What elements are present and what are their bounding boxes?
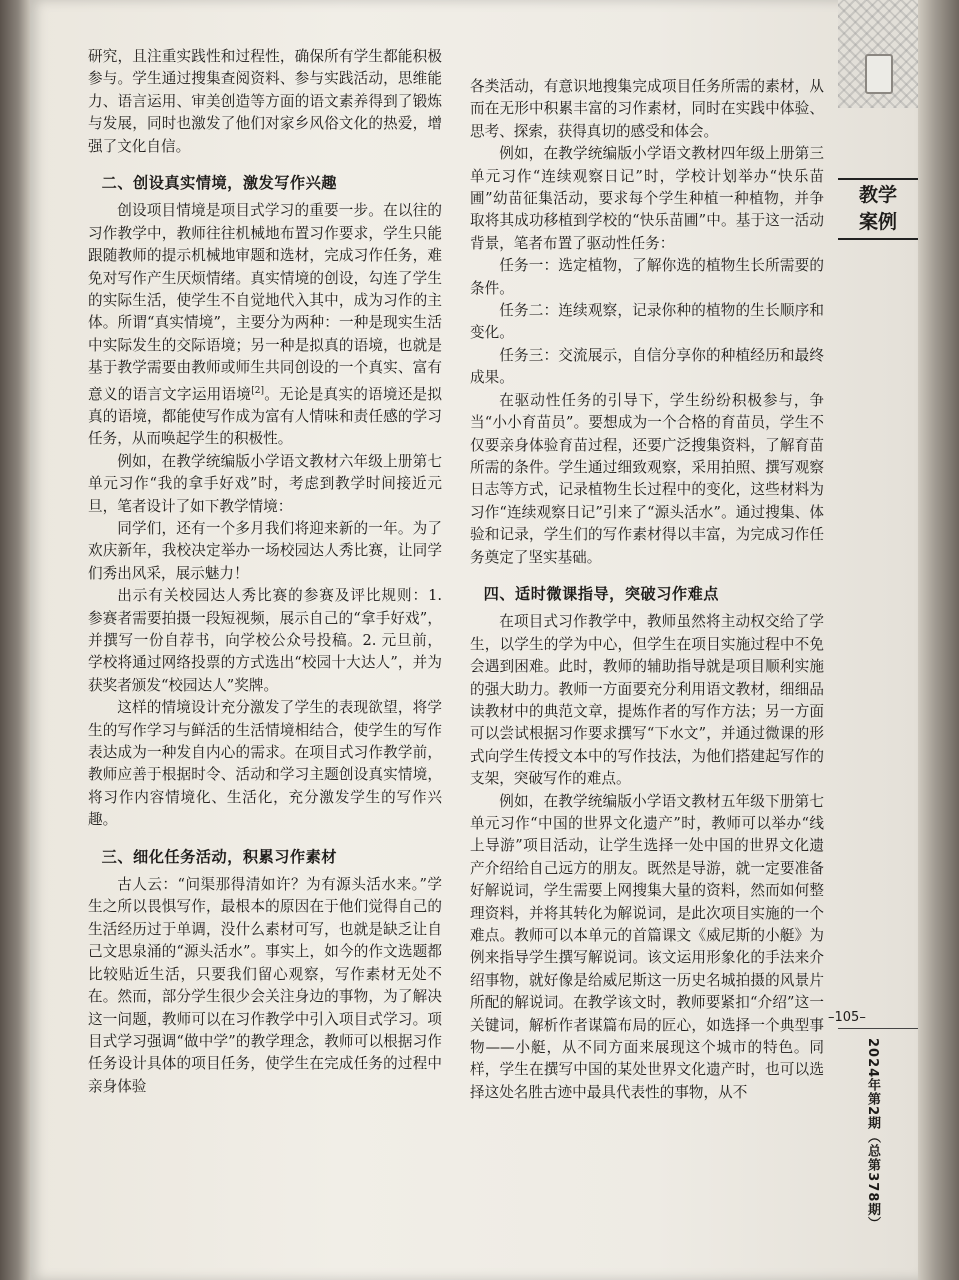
section-label [838,178,918,240]
paragraph-text: 。无论是真实的语境还是拟真的语境，都能使写作成为富有人情味和责任感的学习任务，从而唤起学生的积极性。 [88,385,442,448]
section-heading: 三、细化任务活动，积累习作素材 [101,847,337,866]
paragraph: 在项目式习作教学中，教师虽然将主动权交给了学生，以学生的学为中心，但学生在项目实施过程中不免会遇到困难。此时，教师的辅助指导就是项目顺利实施的强大助力。教师一方面要充分利用语文教材，细细品读教材中的典范文章，提炼作者的写作方法；另一方面可以尝试根据习作要求撰写“下水文”，并通过微课的形式向学生传授文本中的写作技法，为他们搭建起写作的支架，突破写作的难点。 [470,613,824,788]
paragraph [88,200,442,450]
page-stack-edge [918,0,959,1280]
section-label-line2: 案例 [858,211,897,233]
paragraph: 古人云：“问渠那得清如许？为有源头活水来。”学生之所以畏惧写作，最根本的原因在于他们觉得自己的生活经历过于单调，没什么素材可写，也就是缺乏让自己文思泉涌的“源头活水”。事实上，如今的作文选题都比较贴近生活，只要我们留心观察，写作素材无处不在。然而，部分学生很少会关注身边的事物，为了解决这一问题，教师可以在习作教学中引入项目式学习。项目式学习强调“做中学”的教学理念，教师可以根据习作任务设计具体的项目任务，使学生在完成任务的过程中亲身体验 [88,876,442,1095]
decorative-pattern [838,0,918,108]
section-heading: 二、创设真实情境，激发写作兴趣 [101,174,337,193]
paragraph: 这样的情境设计充分激发了学生的表现欲望，将学生的写作学习与鲜活的生活情境相结合，使学生的写作表达成为一种发自内心的需求。在项目式习作教学前，教师应善于根据时令、活动和学习主题创设真实情境，将习作内容情境化、生活化，充分激发学生的写作兴趣。 [88,699,442,829]
task-item: 任务三：交流展示，自信分享你的种植经历和最终成果。 [470,346,824,387]
page-number: –105– [828,1010,866,1025]
emblem-icon [865,54,893,94]
section-label-line1: 教学 [858,184,897,206]
adjacent-page-edge [0,0,30,1280]
paragraph: 在驱动性任务的引导下，学生纷纷积极参与，争当“小小育苗员”。要想成为一个合格的育苗员，学生不仅要亲身体验育苗过程，还要广泛搜集资料，了解育苗所需的条件。学生通过细致观察，采用拍照、撰写观察日志等方式，记录植物生长过程中的变化，这些材料为习作“连续观察日记”引来了“源头活水”。通过搜集、体验和记录，学生们的写作素材得以丰富，为完成习作任务奠定了坚实基础。 [470,391,824,566]
paragraph: 研究，且注重实践性和过程性，确保所有学生都能积极参与。学生通过搜集查阅资料、参与实践活动，思维能力、语言运用、审美创造等方面的语文素养得到了锻炼与发展，同时也激发了他们对家乡风俗文化的热爱，增强了文化自信。 [88,48,442,155]
task-item: 任务二：连续观察，记录你种的植物的生长顺序和变化。 [470,302,824,342]
paragraph-text: 创设项目情境是项目式学习的重要一步。在以往的习作教学中，教师往往机械地布置习作要求，学生只能跟随教师的提示机械地审题和选材，完成习作任务，难免对写作产生厌烦情绪。真实情境的创设，勾连了学生的实际生活，使学生不自觉地代入其中，成为习作的主体。所谓“真实情境”，主要分为两种：一种是现实生活中实际发生的交际语境；另一种是拟真的语境，也就是基于教学需要由教师或师生共同创设的一个真实、富有意义的语言文字运用语境 [88,202,442,403]
task-item: 任务一：选定植物，了解你选的植物生长所需要的条件。 [470,257,824,297]
paragraph: 例如，在教学统编版小学语文教材六年级上册第七单元习作“我的拿手好戏”时，考虑到教学时间接近元旦，笔者设计了如下教学情境： [88,452,442,515]
paragraph: 出示有关校园达人秀比赛的参赛及评比规则：1. 参赛者需要拍摄一段短视频，展示自己的“拿手好戏”，并撰写一份自荐书，向学校公众号投稿。2. 元旦前，学校将通过网络投票的方式选出“校园十大达人”，并为获奖者颁发“校园达人”奖牌。 [88,587,442,694]
paragraph: 各类活动，有意识地搜集完成项目任务所需的素材，从而在无形中积累丰富的习作素材，同时在实践中体验、思考、探索，获得真切的感受和体会。 [470,78,824,140]
citation: [2] [251,385,264,396]
paragraph: 例如，在教学统编版小学语文教材四年级上册第三单元习作“连续观察日记”时，学校计划举办“快乐苗圃”幼苗征集活动，要求每个学生种植一种植物，并争取将其成功移植到学校的“快乐苗圃”中。基于这一活动背景，笔者布置了驱动性任务： [470,145,824,252]
left-column [88,46,442,1098]
divider [838,1028,918,1029]
issue-info: 2024年第2期（总第378期） [865,1038,880,1231]
section-heading: 四、适时微课指导，突破习作难点 [483,584,719,603]
paragraph: 例如，在教学统编版小学语文教材五年级下册第七单元习作“中国的世界文化遗产”时，教师可以举办“线上导游”项目活动，让学生选择一处中国的世界文化遗产介绍给自己远方的朋友。既然是导游，就一定要准备好解说词，学生需要上网搜集大量的资料，然而如何整理资料，并将其转化为解说词，是此次项目实施的一个难点。教师可以本单元的首篇课文《威尼斯的小艇》为例来指导学生撰写解说词。该文运用形象化的手法来介绍事物，就好像是给威尼斯这一历史名城拍摄的风景片所配的解说词。在教学该文时，教师要紧扣“介绍”这一关键词，解析作者谋篇布局的匠心，如选择一个典型事物——小艇，从不同方面来展现这个城市的特色。同样，学生在撰写中国的某处世界文化遗产时，也可以选择这处名胜古迹中最具代表性的事物，从不 [470,792,824,1101]
paragraph: 同学们，还有一个多月我们将迎来新的一年。为了欢庆新年，我校决定举办一场校园达人秀比赛，让同学们秀出风采，展示魅力！ [88,519,442,582]
right-column [470,76,824,1104]
